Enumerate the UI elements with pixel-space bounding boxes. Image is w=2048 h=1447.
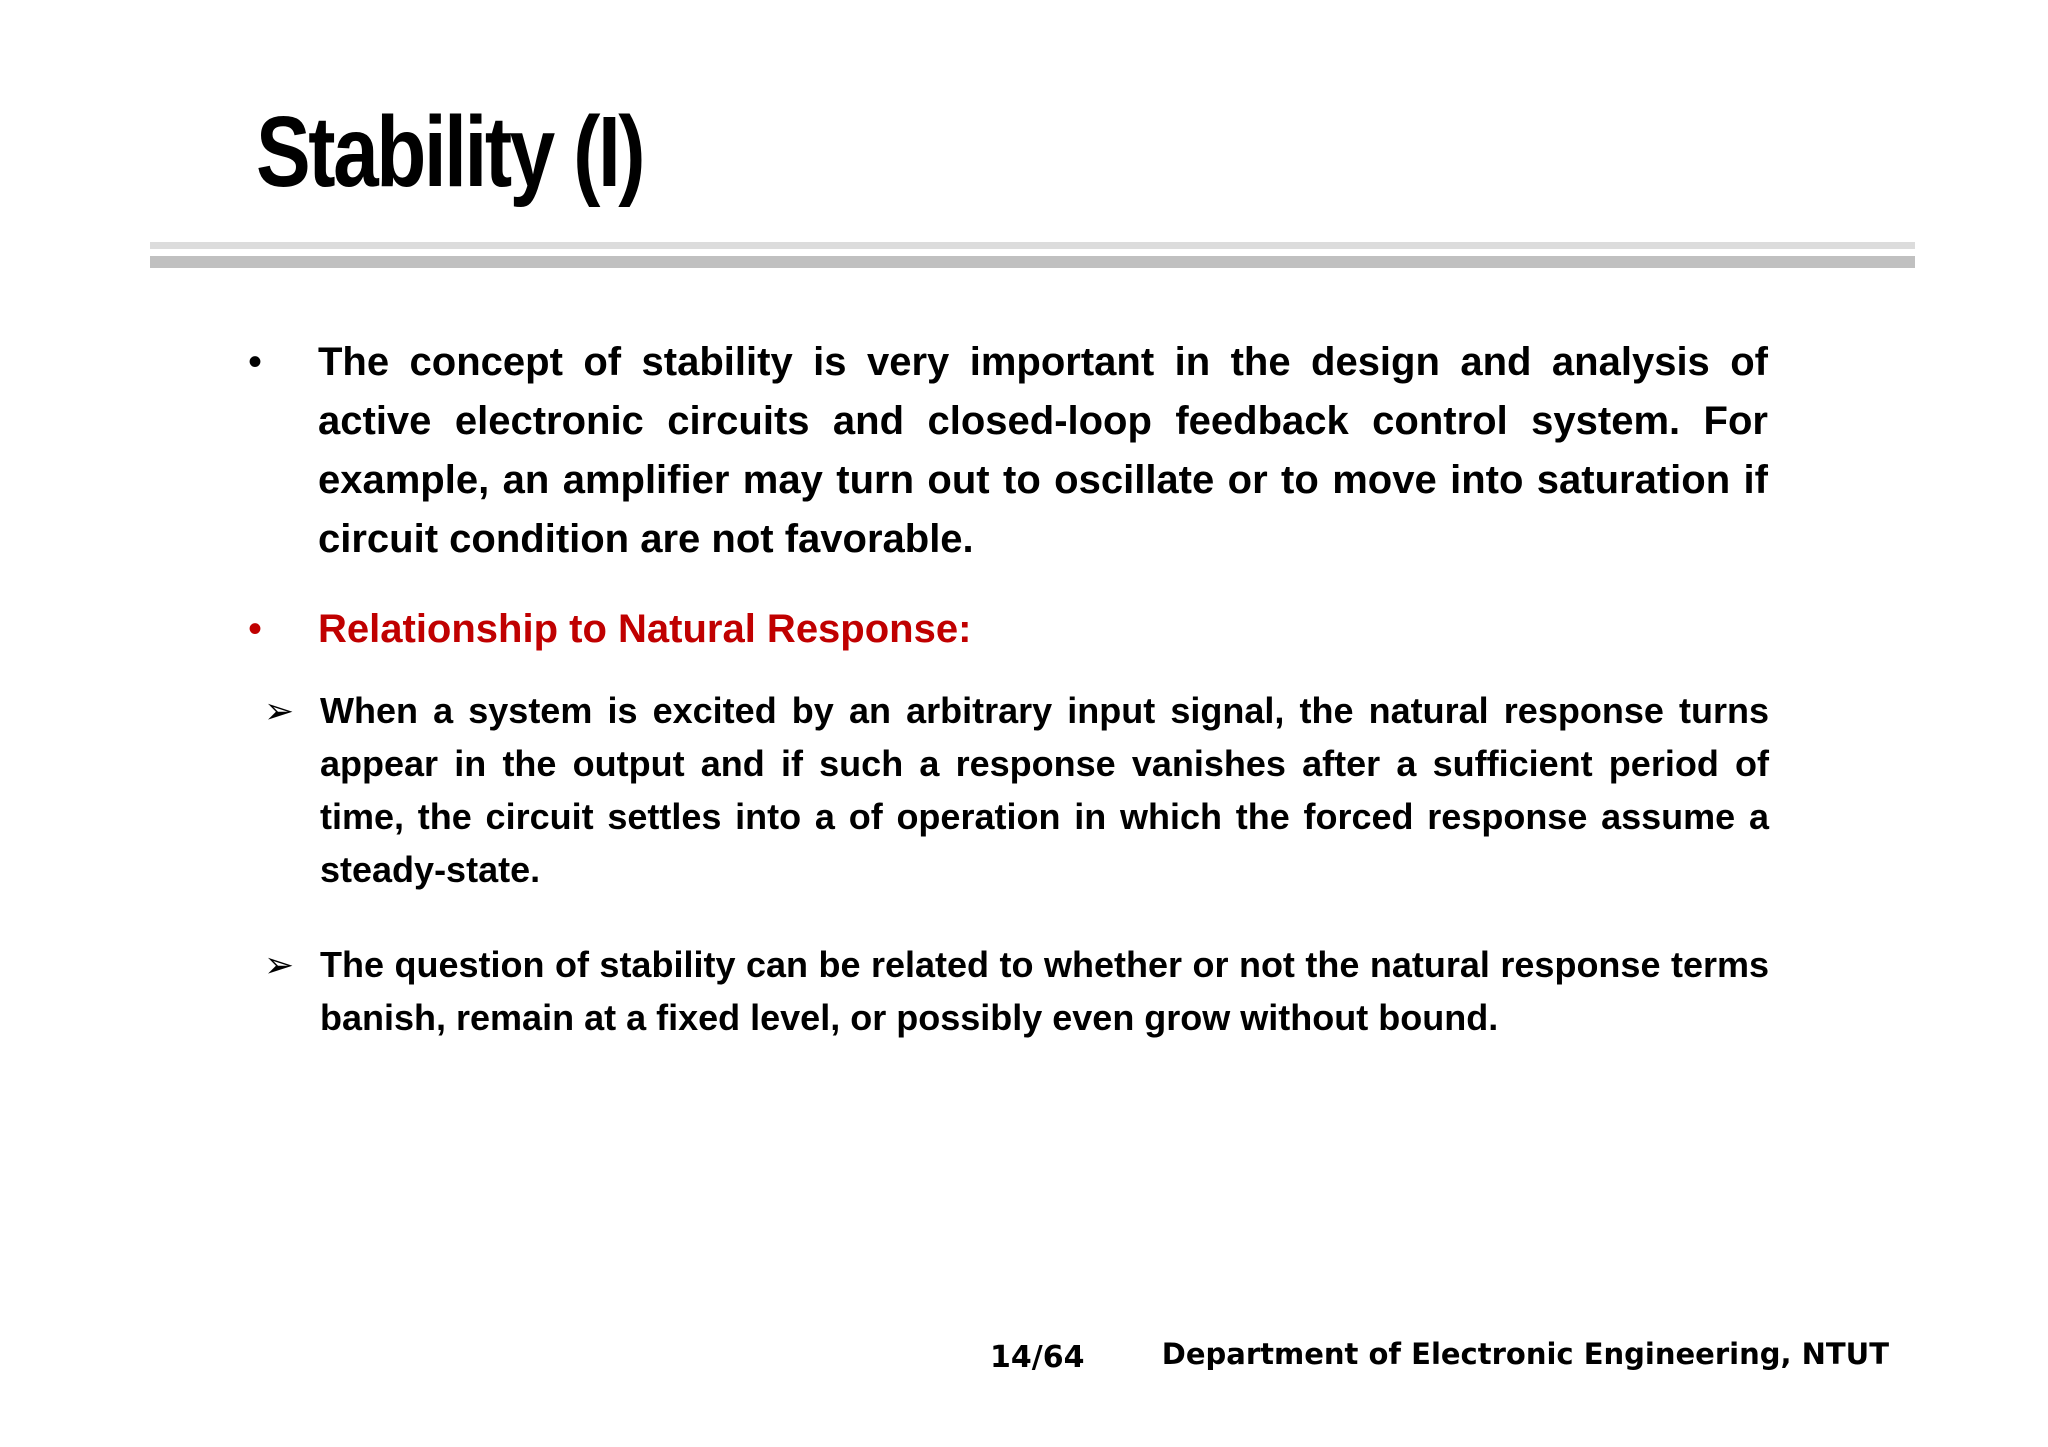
bullet-marker: • bbox=[248, 340, 263, 384]
slide-title: Stability (I) bbox=[256, 96, 644, 208]
bullet-text: The concept of stability is very important in the design and analysis of active electronic circuits and closed-loop feedback control system. For example, an amplifier may turn out to oscillate or to move into saturation if circuit condition are not favorable. bbox=[318, 340, 1768, 561]
footer-department: Department of Electronic Engineering, NTUT bbox=[1161, 1337, 1889, 1371]
bullet-marker: • bbox=[248, 607, 263, 651]
sub-bullet-natural-response bbox=[264, 684, 1769, 896]
page-number: 14/64 bbox=[990, 1340, 1085, 1375]
bullet-natural-response-heading bbox=[248, 600, 1768, 659]
bullet-text: Relationship to Natural Response: bbox=[318, 607, 972, 651]
arrow-bullet-icon: ➢ bbox=[264, 944, 295, 985]
sub-bullet-text: When a system is excited by an arbitrary input signal, the natural response turns appear in the output and if such a response vanishes after a sufficient period of time, the circuit settles into a of operation in which the forced response assume a steady-state. bbox=[320, 690, 1769, 890]
arrow-bullet-icon: ➢ bbox=[264, 690, 295, 731]
sub-bullet-text: The question of stability can be related to whether or not the natural response terms banish, remain at a fixed level, or possibly even grow without bound. bbox=[320, 944, 1769, 1038]
sub-bullet-stability-question bbox=[264, 938, 1769, 1044]
title-divider-top bbox=[150, 242, 1915, 249]
title-divider-bottom bbox=[150, 256, 1915, 268]
bullet-stability-concept bbox=[248, 333, 1768, 569]
